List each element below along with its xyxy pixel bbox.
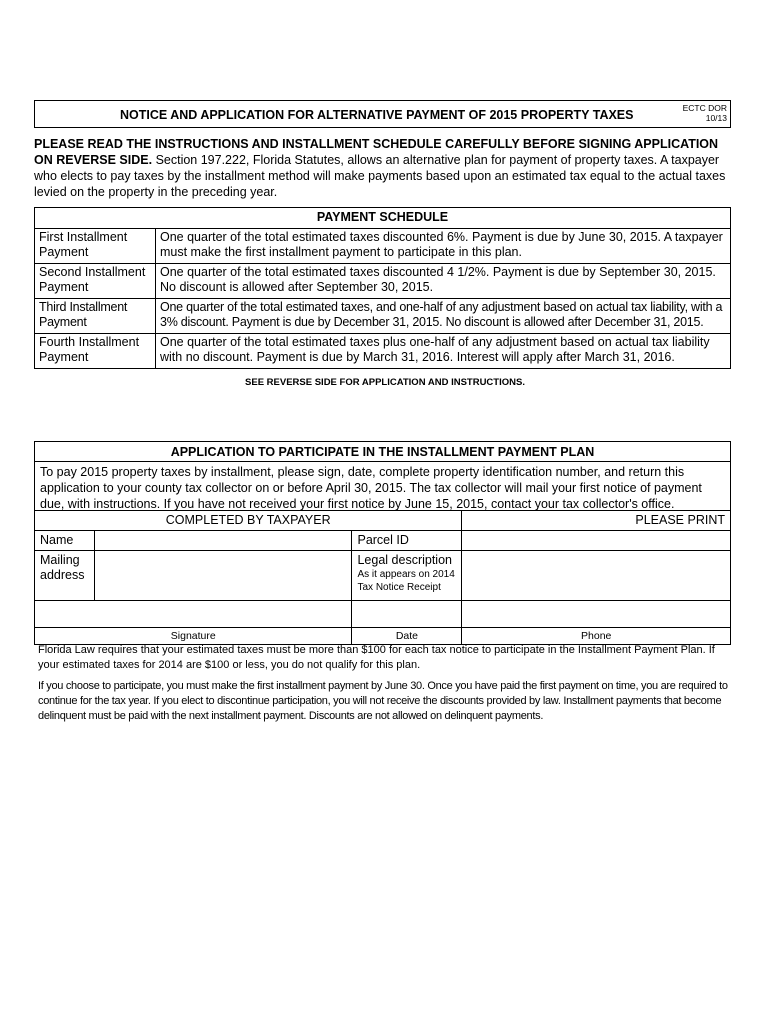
see-reverse-note: SEE REVERSE SIDE FOR APPLICATION AND INSTRUCTIONS. xyxy=(245,377,525,388)
mailing-label-line: address xyxy=(40,568,85,582)
law-notice xyxy=(38,643,728,730)
taxpayer-form-grid xyxy=(34,510,731,645)
law-paragraph-2: If you choose to participate, you must make the first installment payment by June 30. Once you have paid the first payment on time, you are required to continue for the tax year. If you elect to discontinue participation, you will not receive the discounts provided by law. Installment payments that become delinquent must be paid with the next installment payment. Discounts are not allowed on delinquent payments. xyxy=(38,680,728,722)
phone-label: Phone xyxy=(462,628,731,645)
phone-field[interactable] xyxy=(462,601,731,628)
payment-schedule-heading: PAYMENT SCHEDULE xyxy=(35,208,731,229)
table-row xyxy=(35,263,731,298)
installment-label-line: Payment xyxy=(39,315,87,329)
date-field[interactable] xyxy=(352,601,462,628)
legal-description-label xyxy=(352,551,462,601)
installment-label-line: Payment xyxy=(39,350,89,364)
completed-by-label: COMPLETED BY TAXPAYER xyxy=(35,511,462,531)
installment-text: One quarter of the total estimated taxes plus one-half of any adjustment based on actual tax liability with no discount. Payment is due by March 31, 2016. Interest will apply after March 31, 2016. xyxy=(156,333,731,368)
installment-text: One quarter of the total estimated taxes discounted 4 1/2%. Payment is due by September 30, 2015. No discount is allowed after September 30, 2015. xyxy=(156,263,731,298)
form-code-id: ECTC DOR xyxy=(682,103,727,113)
intro-text: Section 197.222, Florida Statutes, allows an alternative plan for payment of property taxes. A taxpayer who elects to pay taxes by the installment method will make payments based upon an estimated tax equal to the actual taxes levied on the property in the preceding year. xyxy=(34,153,726,199)
please-print-label: PLEASE PRINT xyxy=(462,511,731,531)
legal-description-title: Legal description xyxy=(357,553,452,567)
form-code-date: 10/13 xyxy=(705,113,727,123)
installment-label-line: First Installment xyxy=(39,229,128,244)
form-header xyxy=(34,100,731,128)
mailing-address-label xyxy=(35,551,95,601)
installment-label xyxy=(35,228,156,263)
legal-description-note: As it appears on 2014 xyxy=(357,569,455,580)
name-field[interactable] xyxy=(94,531,352,551)
installment-label-line: Payment xyxy=(39,245,89,259)
table-row xyxy=(35,333,731,368)
installment-label xyxy=(35,263,156,298)
mailing-address-field[interactable] xyxy=(94,551,352,601)
signature-label: Signature xyxy=(35,628,352,645)
parcel-id-field[interactable] xyxy=(462,531,731,551)
table-row xyxy=(35,228,731,263)
law-paragraph-1: Florida Law requires that your estimated taxes must be more than $100 for each tax notice to participate in the Installment Payment Plan. If your estimated taxes for 2014 are $100 or less, you do not qualify for this plan. xyxy=(38,644,715,671)
intro-bold: PLEASE READ THE INSTRUCTIONS AND INSTALLMENT SCHEDULE CAREFULLY BEFORE SIGNING APPLICATION ON REVERSE SIDE. xyxy=(34,137,719,167)
signature-field[interactable] xyxy=(35,601,352,628)
application-heading: APPLICATION TO PARTICIPATE IN THE INSTALLMENT PAYMENT PLAN xyxy=(35,442,730,462)
installment-label-line: Third Installment xyxy=(39,299,128,314)
date-label: Date xyxy=(352,628,462,645)
legal-description-note: Tax Notice Receipt xyxy=(357,582,441,593)
installment-label xyxy=(35,298,156,333)
legal-description-field[interactable] xyxy=(462,551,731,601)
application-instructions: To pay 2015 property taxes by installment, please sign, date, complete property identification number, and return this application to your county tax collector on or before April 30, 2015. The tax collector will mail your first notice of payment due, with instructions. If you have not received your first notice by June 15, 2015, contact your tax collector's office. xyxy=(40,465,702,511)
payment-schedule-table xyxy=(34,207,731,369)
name-label: Name xyxy=(35,531,95,551)
application-section xyxy=(34,441,731,514)
mailing-label-line: Mailing xyxy=(40,553,80,567)
intro-paragraph xyxy=(34,136,734,200)
form-title: NOTICE AND APPLICATION FOR ALTERNATIVE PAYMENT OF 2015 PROPERTY TAXES xyxy=(120,108,634,122)
installment-text: One quarter of the total estimated taxes, and one-half of any adjustment based on actual tax liability, with a 3% discount. Payment is due by December 31, 2015. No discount is allowed after December 31, 2015. xyxy=(156,298,731,333)
parcel-id-label: Parcel ID xyxy=(352,531,462,551)
installment-label xyxy=(35,333,156,368)
table-row xyxy=(35,298,731,333)
installment-label-line: Payment xyxy=(39,280,89,294)
installment-label-line: Second Installment xyxy=(39,264,146,279)
form-code xyxy=(683,103,727,123)
installment-text: One quarter of the total estimated taxes discounted 6%. Payment is due by June 30, 2015. A taxpayer must make the first installment payment to participate in this plan. xyxy=(156,228,731,263)
installment-label-line: Fourth Installment xyxy=(39,334,140,349)
